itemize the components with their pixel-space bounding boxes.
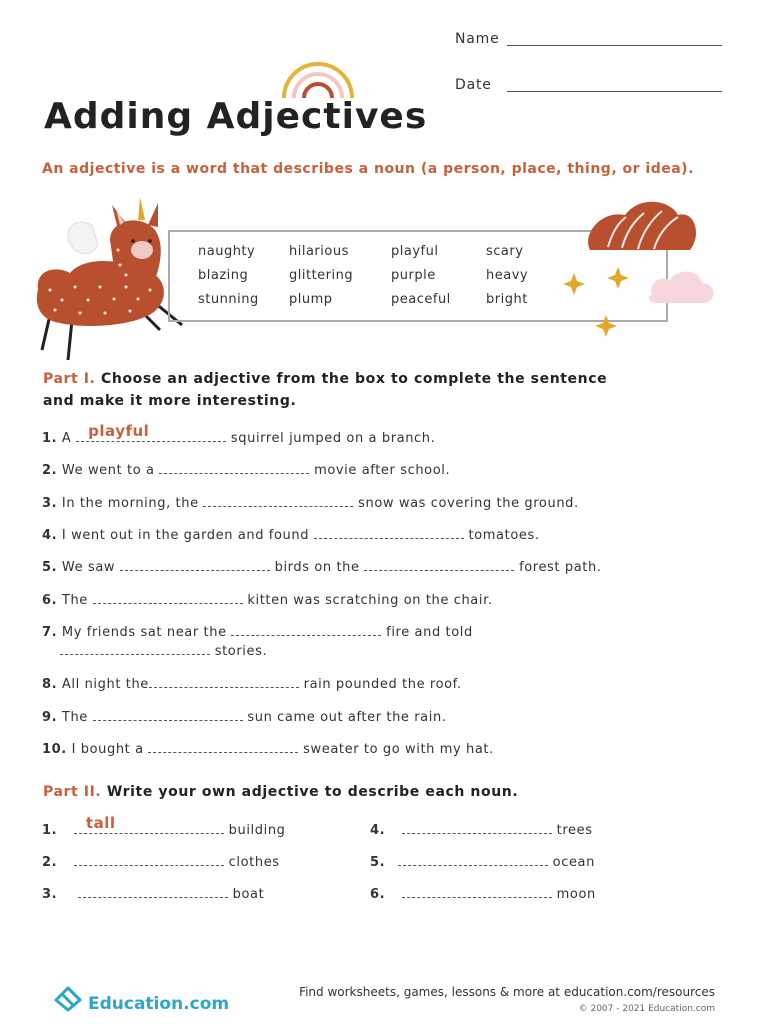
- sentence-number: 3.: [42, 496, 58, 511]
- noun-text: building: [228, 823, 286, 838]
- noun-item-6: [370, 884, 596, 902]
- name-field[interactable]: [507, 45, 722, 46]
- answer-blank[interactable]: [402, 884, 552, 898]
- answer-blank[interactable]: [402, 820, 552, 834]
- answer-blank[interactable]: [364, 557, 514, 571]
- sentence-3: [42, 493, 579, 511]
- sentence-number: 4.: [42, 528, 58, 543]
- noun-item-3: [42, 884, 264, 902]
- word-bank-word: stunning: [198, 292, 259, 307]
- word-bank-word: bright: [486, 292, 528, 307]
- answer-blank[interactable]: [76, 422, 226, 442]
- part2-heading: [43, 784, 518, 800]
- noun-item-5: [370, 852, 595, 870]
- answer-blank[interactable]: [159, 460, 309, 474]
- part2-instruction: Write your own adjective to describe each noun.: [106, 784, 519, 800]
- name-row: [455, 31, 500, 47]
- education-logo-icon: [52, 982, 86, 1012]
- sentence-6: [42, 590, 493, 608]
- item-number: 5.: [370, 855, 386, 870]
- item-number: 6.: [370, 887, 386, 902]
- answer-blank[interactable]: [93, 707, 243, 721]
- sentence-text: I went out in the garden and found: [61, 528, 310, 543]
- sentence-text: A: [61, 431, 72, 446]
- noun-text: moon: [556, 887, 596, 902]
- name-label: Name: [455, 31, 500, 47]
- word-bank-word: naughty: [198, 244, 256, 259]
- noun-item-4: [370, 820, 593, 838]
- answer-blank[interactable]: [93, 590, 243, 604]
- copyright-text: © 2007 - 2021 Education.com: [578, 1004, 715, 1014]
- sentence-number: 8.: [42, 677, 58, 692]
- item-number: 1.: [42, 823, 58, 838]
- sentence-text: kitten was scratching on the chair.: [247, 593, 493, 608]
- sentence-text: tomatoes.: [468, 528, 540, 543]
- sentence-5: [42, 557, 602, 575]
- date-row: [455, 77, 492, 93]
- answer-text: playful: [88, 422, 150, 440]
- answer-blank[interactable]: [203, 493, 353, 507]
- sentence-number: 7.: [42, 625, 58, 640]
- answer-blank[interactable]: [60, 641, 210, 655]
- sentence-8: [42, 674, 462, 692]
- part1-tag: Part I.: [43, 371, 96, 387]
- sentence-text: squirrel jumped on a branch.: [230, 431, 436, 446]
- word-bank-word: scary: [486, 244, 524, 259]
- sentence-number: 6.: [42, 593, 58, 608]
- part2-tag: Part II.: [43, 784, 102, 800]
- sentence-text: The: [61, 593, 88, 608]
- sentence-number: 10.: [42, 742, 67, 757]
- word-bank-word: heavy: [486, 268, 529, 283]
- cloud-illustration: [560, 195, 730, 345]
- sentence-text: birds on the: [274, 560, 360, 575]
- answer-blank[interactable]: [74, 852, 224, 866]
- date-label: Date: [455, 77, 492, 93]
- word-bank-word: hilarious: [289, 244, 349, 259]
- rainbow-icon: [278, 40, 358, 100]
- answer-blank[interactable]: [398, 852, 548, 866]
- sentence-text: The: [61, 710, 88, 725]
- noun-text: boat: [232, 887, 265, 902]
- item-number: 2.: [42, 855, 58, 870]
- noun-item-1: [42, 814, 286, 838]
- sentence-text: movie after school.: [314, 463, 451, 478]
- page-title: Adding Adjectives: [44, 96, 428, 137]
- sentence-text: We went to a: [61, 463, 155, 478]
- sentence-text: We saw: [61, 560, 116, 575]
- sentence-10: [42, 739, 494, 757]
- sentence-text: sun came out after the rain.: [247, 710, 447, 725]
- answer-blank[interactable]: [74, 814, 224, 834]
- sentence-text: I bought a: [71, 742, 144, 757]
- sentence-number: 1.: [42, 431, 58, 446]
- sentence-text: snow was covering the ground.: [358, 496, 579, 511]
- part1-heading-line2: [43, 393, 296, 409]
- sentence-7: [42, 622, 473, 640]
- noun-text: trees: [556, 823, 593, 838]
- answer-blank[interactable]: [78, 884, 228, 898]
- answer-blank[interactable]: [314, 525, 464, 539]
- answer-blank[interactable]: [149, 674, 299, 688]
- sentence-text: In the morning, the: [61, 496, 199, 511]
- sentence-text: All night the: [61, 677, 149, 692]
- sentence-text: forest path.: [519, 560, 602, 575]
- item-number: 3.: [42, 887, 58, 902]
- part1-instruction-line1: Choose an adjective from the box to complete the sentence: [101, 371, 608, 387]
- sentence-9: [42, 707, 447, 725]
- answer-blank[interactable]: [231, 622, 381, 636]
- sentence-text: My friends sat near the: [61, 625, 227, 640]
- word-bank-word: purple: [391, 268, 436, 283]
- definition-text: An adjective is a word that describes a noun (a person, place, thing, or idea).: [42, 161, 694, 177]
- word-bank-word: playful: [391, 244, 439, 259]
- word-bank-word: glittering: [289, 268, 354, 283]
- answer-text: tall: [85, 814, 116, 832]
- llama-illustration: [30, 195, 190, 365]
- sentence-number: 5.: [42, 560, 58, 575]
- sentence-2: [42, 460, 450, 478]
- noun-text: clothes: [228, 855, 280, 870]
- word-bank-word: blazing: [198, 268, 249, 283]
- noun-text: ocean: [552, 855, 595, 870]
- sentence-7-line2: [60, 641, 267, 659]
- word-bank-word: plump: [289, 292, 333, 307]
- sentence-text: sweater to go with my hat.: [303, 742, 494, 757]
- date-field[interactable]: [507, 91, 722, 92]
- sentence-text: stories.: [214, 644, 268, 659]
- sentence-number: 9.: [42, 710, 58, 725]
- sentence-text: rain pounded the roof.: [303, 677, 462, 692]
- sentence-number: 2.: [42, 463, 58, 478]
- part1-heading: [43, 371, 607, 387]
- word-bank-word: peaceful: [391, 292, 451, 307]
- sentence-4: [42, 525, 540, 543]
- sentence-1: [42, 422, 436, 446]
- part1-instruction-line2: and make it more interesting.: [43, 393, 297, 409]
- education-logo[interactable]: Education.com: [88, 994, 230, 1014]
- answer-blank[interactable]: [120, 557, 270, 571]
- sentence-text: fire and told: [386, 625, 473, 640]
- noun-item-2: [42, 852, 280, 870]
- footer-tagline[interactable]: Find worksheets, games, lessons & more at education.com/resources: [299, 985, 715, 999]
- answer-blank[interactable]: [148, 739, 298, 753]
- item-number: 4.: [370, 823, 386, 838]
